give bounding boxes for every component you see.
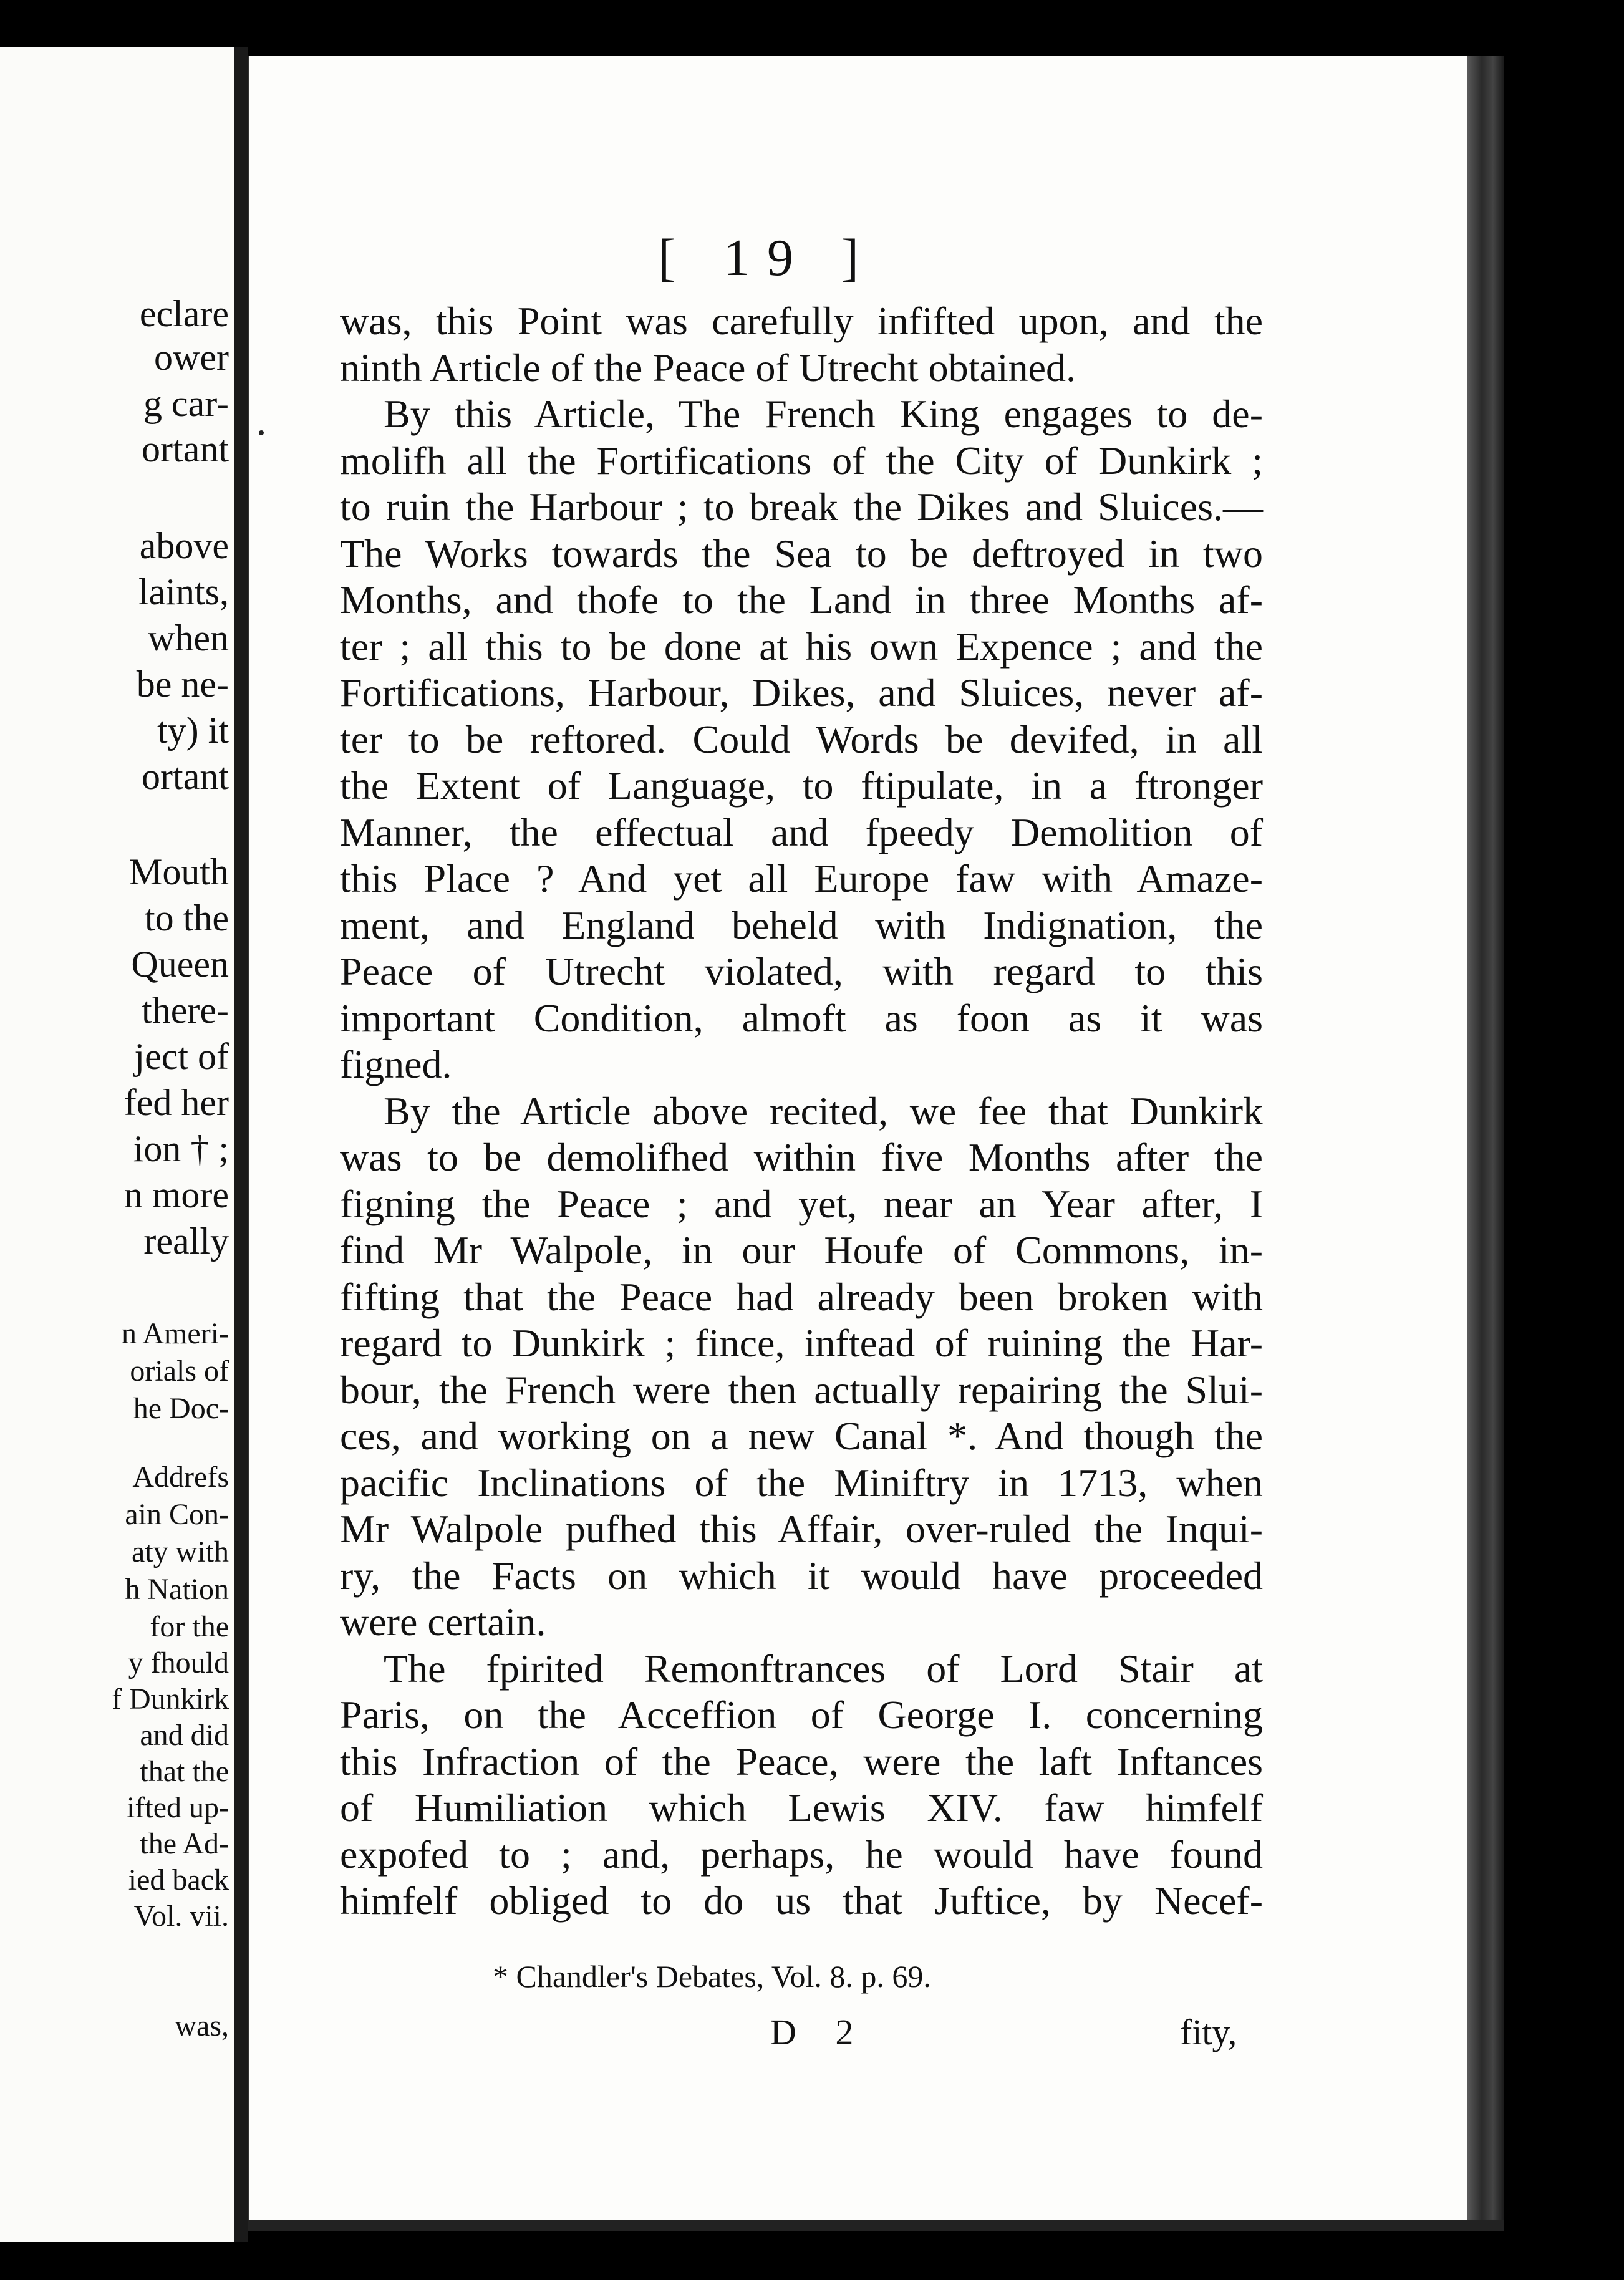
- left-line: ty) it: [157, 710, 229, 751]
- page-edge-shadow: [1467, 56, 1504, 2220]
- left-line: y fhould: [128, 1646, 229, 1679]
- text-line: Months, and thofe to the Land in three Months af-: [340, 577, 1263, 622]
- text-line: molifh all the Fortifications of the City of Dunkirk ;: [340, 438, 1263, 483]
- text-line: The fpirited Remonftrances of Lord Stair at: [384, 1646, 1263, 1691]
- left-line: really: [143, 1220, 229, 1262]
- text-line: ment, and England beheld with Indignation, the: [340, 902, 1263, 947]
- left-line: ain Con-: [125, 1498, 229, 1531]
- text-line: By the Article above recited, we fee that Dunkirk: [384, 1088, 1263, 1133]
- text-line: ry, the Facts on which it would have proceeded: [340, 1553, 1263, 1598]
- left-line: above: [139, 525, 229, 566]
- text-line: The Works towards the Sea to be deftroyed in two: [340, 531, 1263, 576]
- left-line: to the: [145, 897, 229, 939]
- left-line: ower: [154, 337, 229, 378]
- left-page-text: [0, 47, 234, 2242]
- left-line: the Ad-: [140, 1827, 229, 1860]
- left-line: and did: [140, 1719, 229, 1752]
- footnote: * Chandler's Debates, Vol. 8. p. 69.: [493, 1959, 931, 1994]
- left-line: n Ameri-: [122, 1317, 229, 1350]
- left-line: when: [148, 617, 229, 659]
- text-line: this Place ? And yet all Europe faw with Amaze-: [340, 856, 1263, 901]
- left-line: ifted up-: [127, 1791, 229, 1824]
- text-line: Manner, the effectual and fpeedy Demolition of: [340, 809, 1263, 854]
- left-line: was,: [175, 2009, 229, 2042]
- left-line: orials of: [130, 1355, 229, 1388]
- left-line: h Nation: [125, 1573, 229, 1606]
- text-line: ces, and working on a new Canal *. And though the: [340, 1414, 1263, 1458]
- left-line: he Doc-: [133, 1392, 229, 1425]
- text-line: By this Article, The French King engages to de-: [384, 392, 1263, 436]
- signature-mark: D 2: [770, 2012, 869, 2052]
- text-line: regard to Dunkirk ; fince, inftead of ruining the Har-: [340, 1321, 1263, 1365]
- left-facing-page: [0, 47, 238, 2242]
- text-line: Paris, on the Acceffion of George I. concerning: [340, 1693, 1263, 1737]
- text-line: Fortifications, Harbour, Dikes, and Sluices, never af-: [340, 670, 1263, 715]
- left-line: g car-: [143, 383, 229, 424]
- page-bottom-edge: [248, 2220, 1504, 2231]
- text-line: bour, the French were then actually repairing the Slui-: [340, 1367, 1263, 1412]
- text-line: the Extent of Language, to ftipulate, in a ftronger: [340, 763, 1263, 808]
- left-line: ject of: [134, 1036, 229, 1077]
- book-gutter: [234, 47, 248, 2242]
- left-line: ortant: [142, 428, 229, 470]
- left-line: Mouth: [128, 851, 229, 892]
- text-line: was, this Point was carefully infifted upon, and the: [340, 299, 1263, 343]
- left-line: fed her: [123, 1082, 229, 1123]
- left-line: that the: [140, 1755, 229, 1788]
- catchword: fity,: [1180, 2012, 1237, 2052]
- text-line: figned.: [340, 1042, 452, 1086]
- text-line: was to be demolifhed within five Months after the: [340, 1135, 1263, 1179]
- text-line: himfelf obliged to do us that Juftice, by Necef-: [340, 1878, 1263, 1923]
- text-line: of Humiliation which Lewis XIV. faw himfelf: [340, 1785, 1263, 1830]
- text-line: find Mr Walpole, in our Houfe of Commons, in-: [340, 1228, 1263, 1272]
- text-line: ninth Article of the Peace of Utrecht obtained.: [340, 345, 1076, 390]
- text-line: were certain.: [340, 1600, 546, 1644]
- left-line: Addrefs: [132, 1461, 229, 1494]
- text-line: ter to be reftored. Could Words be devifed, in all: [340, 717, 1263, 761]
- text-line: important Condition, almoft as foon as it was: [340, 995, 1263, 1040]
- left-line: Vol. vii.: [133, 1900, 229, 1933]
- left-line: n more: [123, 1174, 229, 1215]
- text-line: ter ; all this to be done at his own Expence ; and the: [340, 624, 1263, 669]
- left-line: ion † ;: [133, 1128, 229, 1169]
- text-line: Peace of Utrecht violated, with regard to this: [340, 949, 1263, 993]
- text-line: expofed to ; and, perhaps, he would have found: [340, 1832, 1263, 1877]
- left-line: Queen: [131, 944, 229, 985]
- left-line: aty with: [132, 1535, 229, 1568]
- text-line: figning the Peace ; and yet, near an Year after, I: [340, 1181, 1263, 1226]
- page-number: [ 19 ]: [658, 229, 876, 287]
- text-line: to ruin the Harbour ; to break the Dikes and Sluices.—: [340, 485, 1263, 529]
- left-line: ortant: [142, 756, 229, 797]
- text-line: Mr Walpole pufhed this Affair, over-ruled the Inqui-: [340, 1507, 1263, 1551]
- body-text: [340, 298, 1263, 1925]
- left-line: for the: [150, 1610, 229, 1643]
- text-line: pacific Inclinations of the Miniftry in 1713, when: [340, 1460, 1263, 1505]
- text-line: this Infraction of the Peace, were the laft Inftances: [340, 1739, 1263, 1784]
- left-line: ied back: [128, 1863, 229, 1896]
- left-line: eclare: [139, 293, 229, 334]
- left-line: be ne-: [136, 664, 229, 705]
- left-line: there-: [142, 990, 229, 1031]
- text-line: fifting that the Peace had already been broken with: [340, 1274, 1263, 1319]
- left-line: laints,: [138, 571, 229, 612]
- ink-speck: [259, 430, 264, 435]
- left-line: f Dunkirk: [112, 1683, 229, 1716]
